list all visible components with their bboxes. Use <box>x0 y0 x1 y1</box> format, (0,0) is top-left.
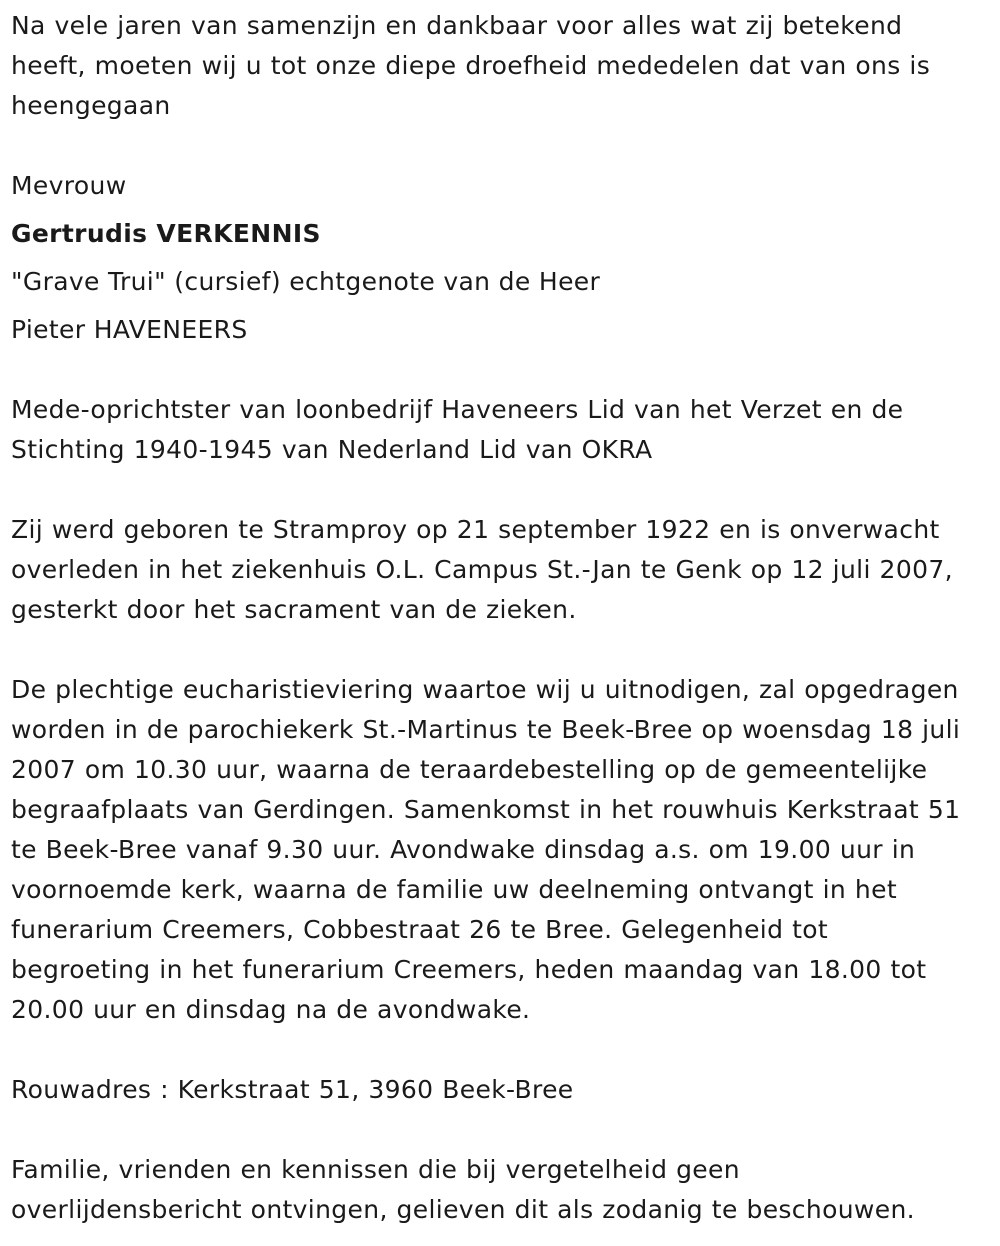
spacer <box>11 126 988 166</box>
spacer <box>11 254 988 262</box>
affiliations-line: Mede-oprichtster van loonbedrijf Haveneers Lid van het Verzet en de <box>11 395 904 424</box>
spacer <box>11 350 988 390</box>
ceremony-line: 2007 om 10.30 uur, waarna de teraardebestelling op de gemeentelijke <box>11 755 928 784</box>
salutation: Mevrouw <box>11 171 127 200</box>
spacer <box>11 1030 988 1070</box>
closing-line: Familie, vrienden en kennissen die bij vergetelheid geen <box>11 1155 740 1184</box>
spacer <box>11 302 988 310</box>
intro-line: Na vele jaren van samenzijn en dankbaar voor alles wat zij betekend <box>11 11 903 40</box>
intro-line: heeft, moeten wij u tot onze diepe droefheid mededelen dat van ons is <box>11 51 931 80</box>
spacer <box>11 1110 988 1150</box>
life-line: overleden in het ziekenhuis O.L. Campus St.-Jan te Genk op 12 juli 2007, <box>11 555 953 584</box>
spacer <box>11 630 988 670</box>
ceremony-line: funerarium Creemers, Cobbestraat 26 te Bree. Gelegenheid tot <box>11 915 829 944</box>
closing-line: overlijdensbericht ontvingen, gelieven dit als zodanig te beschouwen. <box>11 1195 915 1224</box>
ceremony-line: begroeting in het funerarium Creemers, heden maandag van 18.00 tot <box>11 955 927 984</box>
life-line: Zij werd geboren te Stramproy op 21 september 1922 en is onverwacht <box>11 515 940 544</box>
ceremony-line: De plechtige eucharistieviering waartoe wij u uitnodigen, zal opgedragen <box>11 675 959 704</box>
ceremony-line: 20.00 uur en dinsdag na de avondwake. <box>11 995 531 1024</box>
life-paragraph <box>11 510 988 630</box>
intro-paragraph <box>11 6 988 126</box>
affiliations-line: Stichting 1940-1945 van Nederland Lid van OKRA <box>11 435 653 464</box>
deceased-name: Gertrudis VERKENNIS <box>11 219 321 248</box>
ceremony-line: voornoemde kerk, waarna de familie uw deelneming ontvangt in het <box>11 875 897 904</box>
closing-paragraph <box>11 1150 988 1230</box>
spacer <box>11 206 988 214</box>
spouse-name: Pieter HAVENEERS <box>11 315 248 344</box>
affiliations-paragraph <box>11 390 988 470</box>
intro-line: heengegaan <box>11 91 171 120</box>
ceremony-paragraph <box>11 670 988 1030</box>
ceremony-line: begraafplaats van Gerdingen. Samenkomst in het rouwhuis Kerkstraat 51 <box>11 795 961 824</box>
life-line: gesterkt door het sacrament van de zieken. <box>11 595 577 624</box>
spacer <box>11 470 988 510</box>
ceremony-line: worden in de parochiekerk St.-Martinus te Beek-Bree op woensdag 18 juli <box>11 715 961 744</box>
nickname-line: "Grave Trui" (cursief) echtgenote van de Heer <box>11 267 601 296</box>
mourning-address: Rouwadres : Kerkstraat 51, 3960 Beek-Bree <box>11 1075 574 1104</box>
ceremony-line: te Beek-Bree vanaf 9.30 uur. Avondwake dinsdag a.s. om 19.00 uur in <box>11 835 916 864</box>
